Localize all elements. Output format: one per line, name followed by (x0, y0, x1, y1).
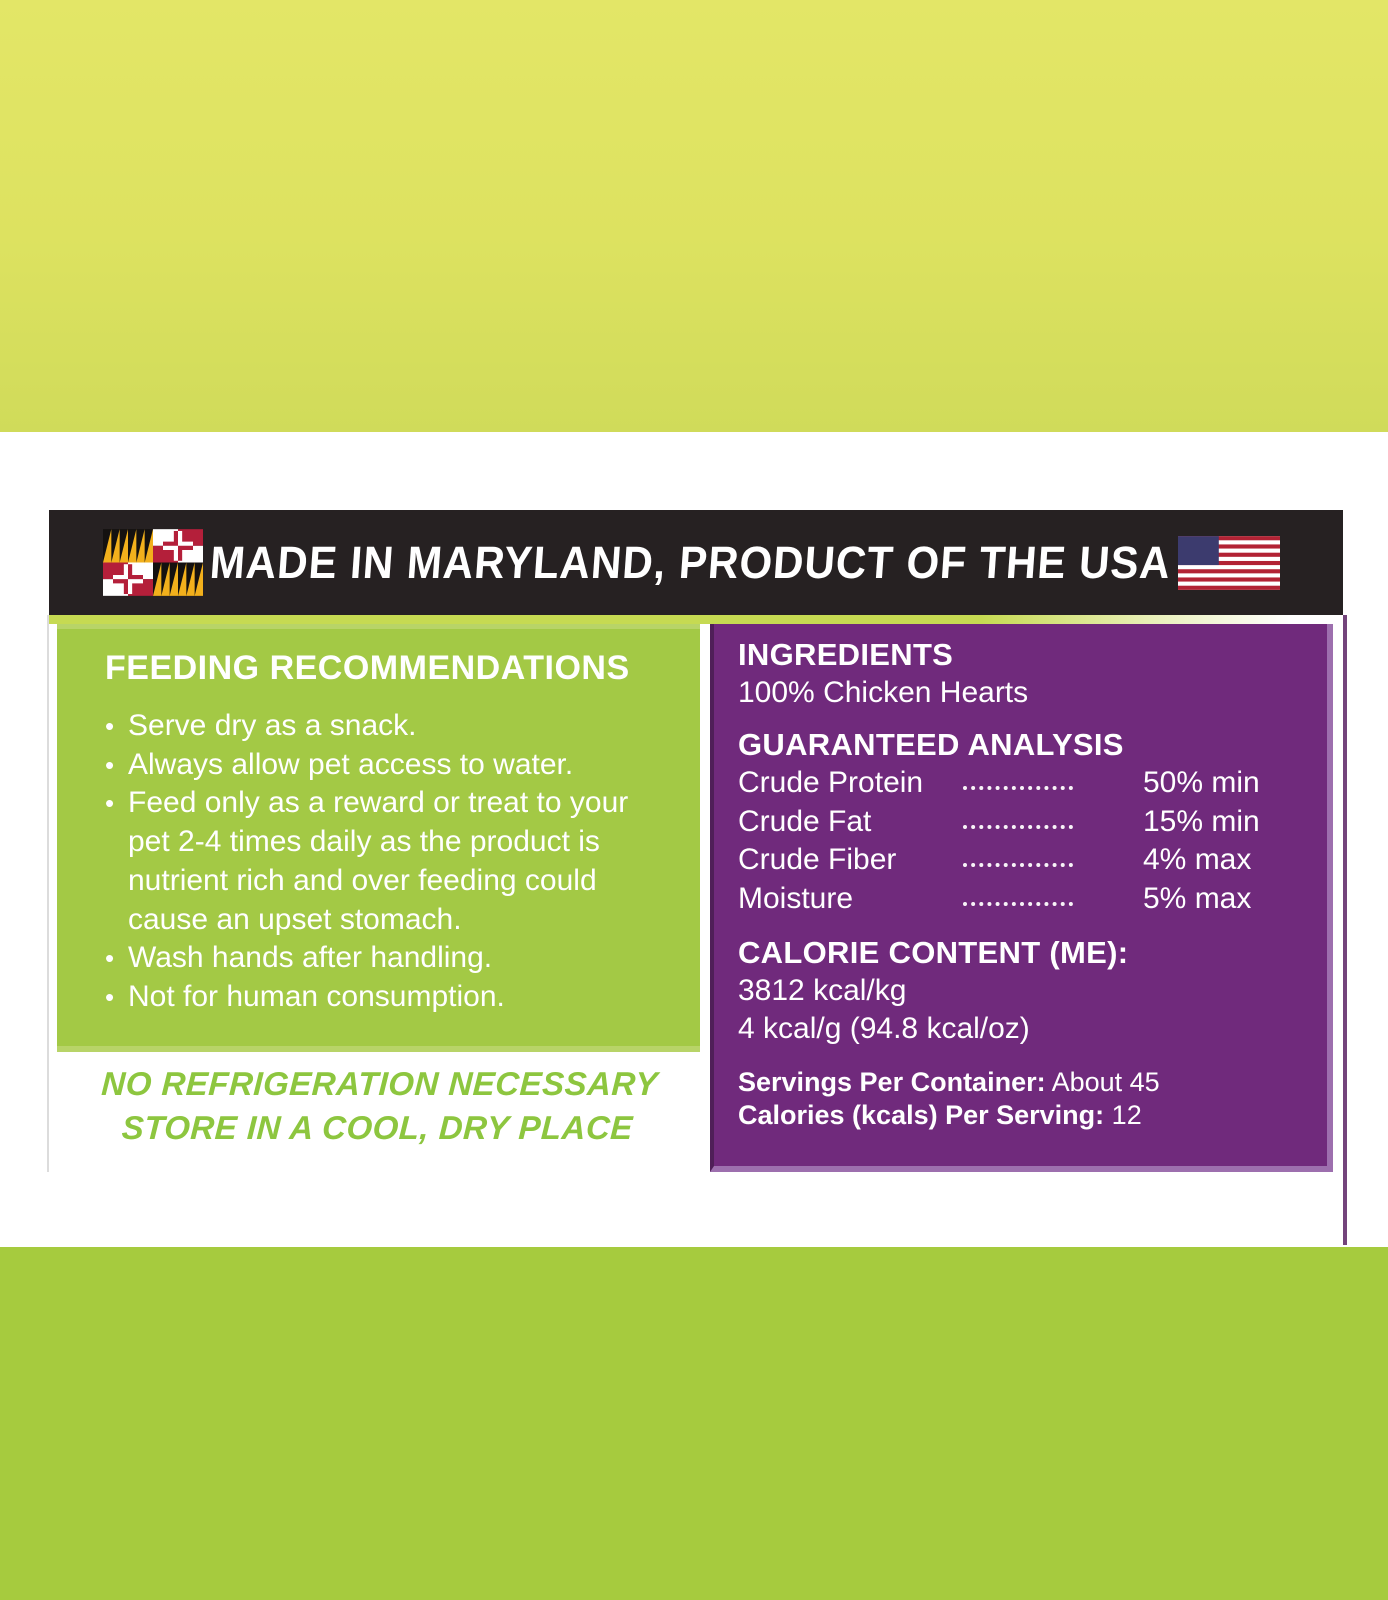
analysis-row (738, 764, 1313, 803)
analysis-value: 15% min (1143, 804, 1260, 838)
usa-flag-icon (1178, 529, 1280, 597)
dotted-leader (963, 803, 1073, 829)
feeding-bullet: • Not for human consumption. (105, 978, 670, 1017)
calories-value: 12 (1104, 1100, 1142, 1130)
feeding-bullet: • Feed only as a reward or treat to your pet 2-4 times daily as the product is nutrient rich and over feeding could cause an upset stomach. (105, 784, 670, 939)
analysis-row (738, 803, 1313, 842)
dotted-leader (963, 880, 1073, 906)
analysis-value: 5% max (1143, 881, 1252, 915)
made-in-banner-text: MADE IN MARYLAND, PRODUCT OF THE USA (208, 536, 1173, 588)
storage-line-2: STORE IN A COOL, DRY PLACE (120, 1109, 634, 1146)
feeding-bullet: • Always allow pet access to water. (105, 746, 670, 785)
feeding-bullet-list (105, 707, 670, 1017)
analysis-label: Moisture (738, 881, 854, 915)
label-left-edge (47, 615, 49, 1172)
analysis-label: Crude Protein (738, 766, 924, 799)
guaranteed-analysis-title: GUARANTEED ANALYSIS (738, 727, 1124, 762)
servings-label: Servings Per Container: (738, 1067, 1046, 1097)
analysis-value: 50% min (1143, 766, 1260, 799)
dotted-leader (963, 764, 1073, 790)
calories-per-serving-line (738, 1099, 1313, 1132)
banner-underline-strip (49, 615, 1343, 624)
storage-line-1: NO REFRIGERATION NECESSARY (100, 1065, 659, 1102)
dotted-leader (963, 841, 1073, 867)
feeding-bullet: • Wash hands after handling. (105, 939, 670, 978)
maryland-flag-icon (103, 529, 203, 596)
top-gradient-background (0, 0, 1388, 432)
analysis-row (738, 880, 1313, 919)
calorie-line-2: 4 kcal/g (94.8 kcal/oz) (738, 1012, 1030, 1045)
ingredients-title: INGREDIENTS (738, 637, 954, 672)
analysis-label: Crude Fiber (738, 843, 897, 876)
ingredients-value: 100% Chicken Hearts (738, 676, 1029, 709)
analysis-label: Crude Fat (738, 804, 872, 838)
feeding-recommendations-panel (57, 624, 700, 1052)
calorie-line-1: 3812 kcal/kg (738, 974, 907, 1007)
storage-note (55, 1062, 703, 1150)
servings-value: About 45 (1045, 1067, 1160, 1097)
analysis-value: 4% max (1143, 843, 1252, 876)
feeding-title: FEEDING RECOMMENDATIONS (105, 649, 630, 687)
servings-per-container-line (738, 1066, 1313, 1099)
feeding-bullet: • Serve dry as a snack. (105, 707, 670, 746)
calorie-content-title: CALORIE CONTENT (ME): (738, 935, 1129, 970)
analysis-row (738, 841, 1313, 880)
nutrition-panel (710, 624, 1333, 1172)
made-in-banner (49, 510, 1343, 615)
bottom-green-band (0, 1247, 1388, 1600)
calories-label: Calories (kcals) Per Serving: (738, 1100, 1105, 1130)
label-right-edge (1343, 615, 1347, 1245)
